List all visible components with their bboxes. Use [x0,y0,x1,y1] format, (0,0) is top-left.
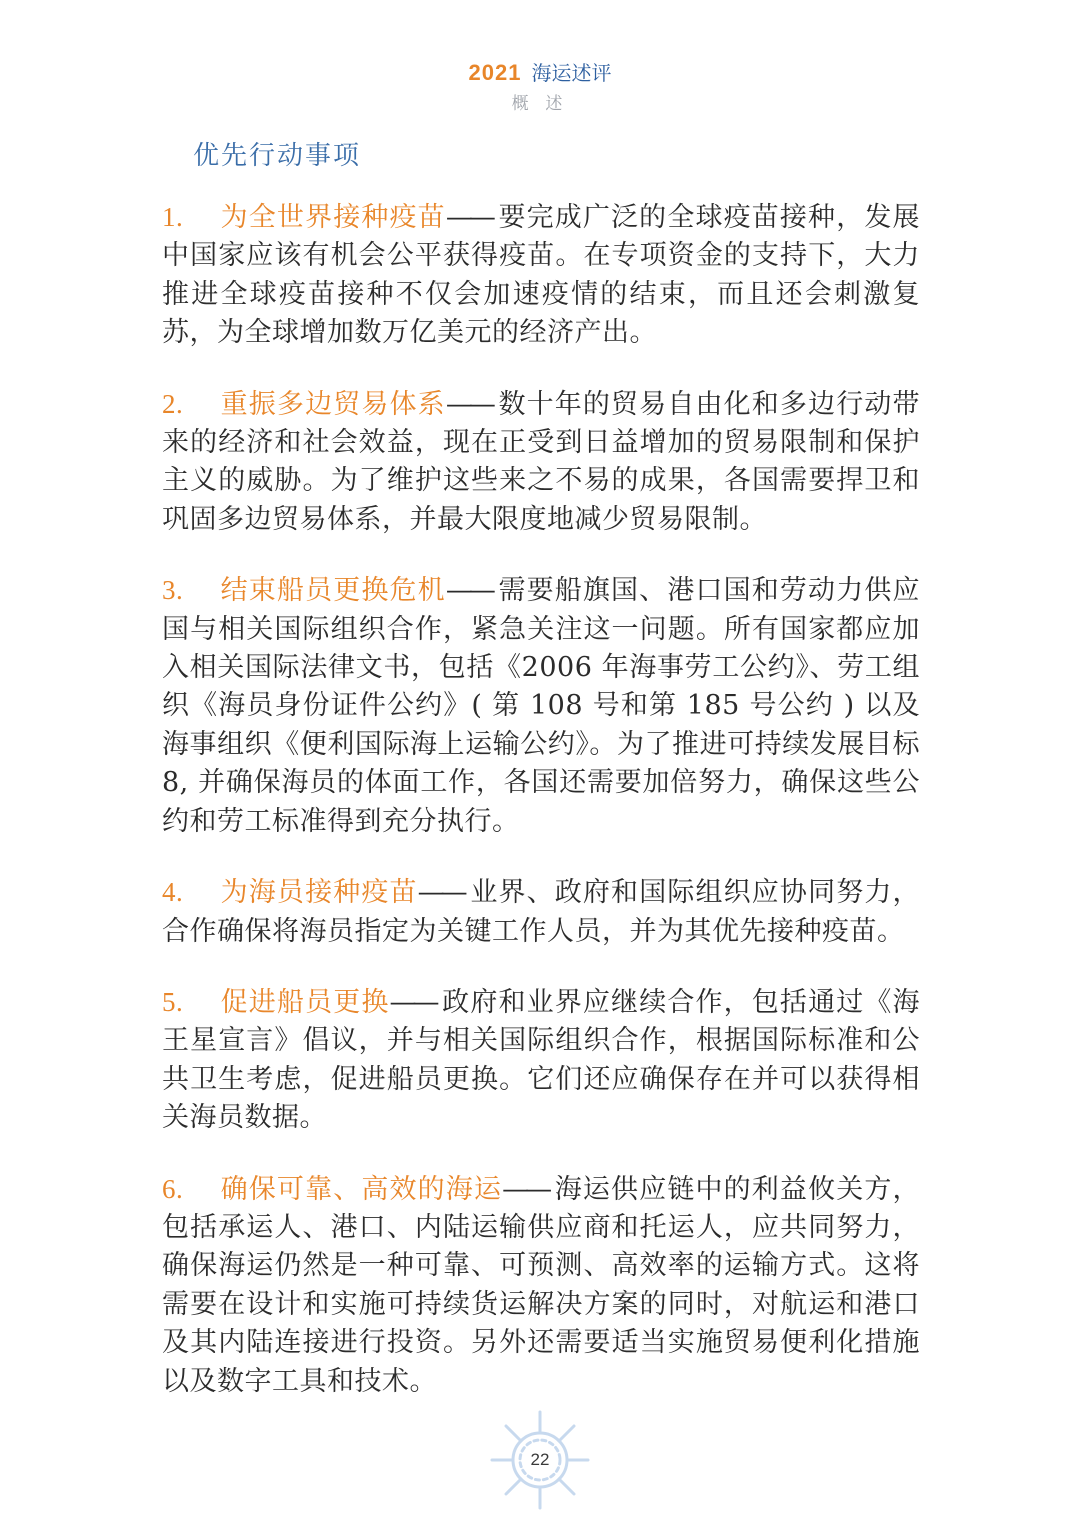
list-item [162,873,920,951]
header-title-line [0,58,1080,89]
header-year: 2021 [468,60,522,85]
item-body: 数十年的贸易自由化和多边行动带来的经济和社会效益，现在正受到日益增加的贸易限制和保护主义的威胁。为了维护这些来之不易的成果，各国需要捍卫和巩固多边贸易体系，并最大限度地减少贸易限制。 [162,388,920,535]
list-item [162,571,920,841]
item-dash: —— [445,202,492,233]
item-dash: —— [502,1173,549,1205]
item-dash: —— [389,986,436,1018]
item-dash: —— [417,877,464,909]
item-heading: 确保可靠、高效的海运 [220,1173,503,1205]
priority-actions-list [162,198,920,1433]
item-body: 政府和业界应继续合作，包括通过《海王星宣言》倡议，并与相关国际组织合作，根据国际标准和公共卫生考虑，促进船员更换。它们还应确保存在并可以获得相关海员数据。 [162,986,921,1134]
item-heading: 促进船员更换 [220,986,390,1018]
section-title: 优先行动事项 [193,141,362,171]
item-heading: 重振多边贸易体系 [220,388,446,420]
list-item [162,198,920,353]
header-title: 海运述评 [531,63,612,85]
list-item [162,983,920,1138]
item-body: 要完成广泛的全球疫苗接种，发展中国家应该有机会公平获得疫苗。在专项资金的支持下，大力推进全球疫苗接种不仅会加速疫情的结束，而且还会刺激复苏，为全球增加数万亿美元的经济产出。 [162,202,920,349]
page-footer [490,1410,590,1510]
item-body: 业界、政府和国际组织应协同努力，合作确保将海员指定为关键工作人员，并为其优先接种疫苗。 [162,877,921,947]
item-body: 海运供应链中的利益攸关方，包括承运人、港口、内陆运输供应商和托运人，应共同努力，确保海运仍然是一种可靠、可预测、高效率的运输方式。这将需要在设计和实施可持续货运解决方案的同时，对航运和港口及其内陆连接进行投资。另外还需要适当实施贸易便利化措施以及数字工具和技术。 [162,1173,921,1397]
item-number: 2. [162,388,184,419]
item-number: 4. [162,877,184,908]
page-header [0,58,1080,117]
item-heading: 为海员接种疫苗 [220,877,418,909]
list-item [162,385,920,540]
item-dash: —— [445,388,492,420]
item-number: 1. [162,202,184,232]
item-number: 5. [162,986,184,1017]
item-heading: 为全世界接种疫苗 [220,202,446,233]
header-subtitle: 概 述 [511,94,569,113]
item-body: 需要船旗国、港口国和劳动力供应国与相关国际组织合作，紧急关注这一问题。所有国家都应加入相关国际法律文书，包括《2006 年海事劳工公约》、劳工组织《海员身份证件公约》( 第 108 号和第 185 号公约 ) 以及海事组织《便利国际海上运输公约》。为了推进可持续发展目标 8, 并确保海员的体面工作，各国还需要加倍努力，确保这些公约和劳工标准得到充分执行。 [162,575,920,837]
list-item [162,1170,920,1401]
item-heading: 结束船员更换危机 [220,575,446,607]
item-dash: —— [445,575,492,607]
page-number: 22 [530,1450,550,1469]
item-number: 6. [162,1173,184,1204]
item-number: 3. [162,575,184,606]
